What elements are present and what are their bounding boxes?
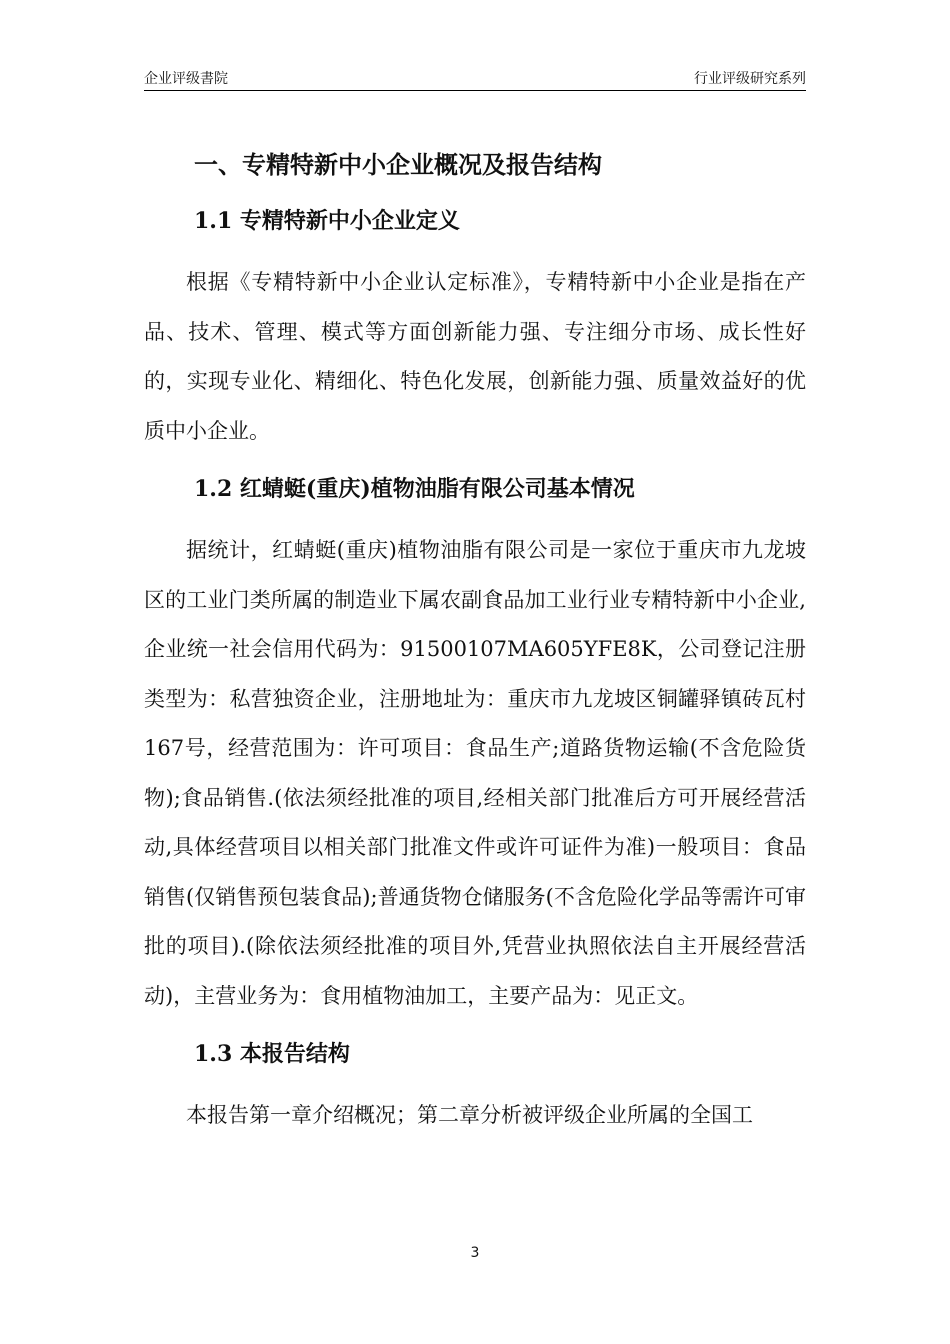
header-left-text: 企业评级書院 (144, 71, 228, 87)
section-1-1-paragraph: 根据《专精特新中小企业认定标准》，专精特新中小企业是指在产品、技术、管理、模式等方面创新能力强、专注细分市场、成长性好的，实现专业化、精细化、特色化发展，创新能力强、质量效益好的优质中小企业。 (144, 270, 806, 443)
section-1-heading: 一、专精特新中小企业概况及报告结构 (194, 150, 602, 179)
section-1-3-heading: 1.3 本报告结构 (194, 1041, 350, 1067)
section-1-3-paragraph: 本报告第一章介绍概况；第二章分析被评级企业所属的全国工 (186, 1103, 753, 1127)
section-1-2-heading: 1.2 红蜻蜓(重庆)植物油脂有限公司基本情况 (194, 476, 635, 502)
page-header (144, 66, 806, 91)
header-right-text: 行业评级研究系列 (694, 71, 806, 87)
page-number: 3 (470, 1245, 480, 1261)
section-1-1-heading: 1.1 专精特新中小企业定义 (194, 208, 460, 234)
section-1-2-paragraph: 据统计，红蜻蜓(重庆)植物油脂有限公司是一家位于重庆市九龙坡区的工业门类所属的制造业下属农副食品加工业行业专精特新中小企业,企业统一社会信用代码为：91500107MA605YFE8K，公司登记注册类型为：私营独资企业，注册地址为：重庆市九龙坡区铜罐驿镇砖瓦村167号，经营范围为：许可项目：食品生产;道路货物运输(不含危险货物);食品销售.(依法须经批准的项目,经相关部门批准后方可开展经营活动,具体经营项目以相关部门批准文件或许可证件为准)一般项目：食品销售(仅销售预包装食品);普通货物仓储服务(不含危险化学品等需许可审批的项目).(除依法须经批准的项目外,凭营业执照依法自主开展经营活动)，主营业务为：食用植物油加工，主要产品为：见正文。 (144, 538, 806, 1008)
document-body (144, 140, 806, 1141)
